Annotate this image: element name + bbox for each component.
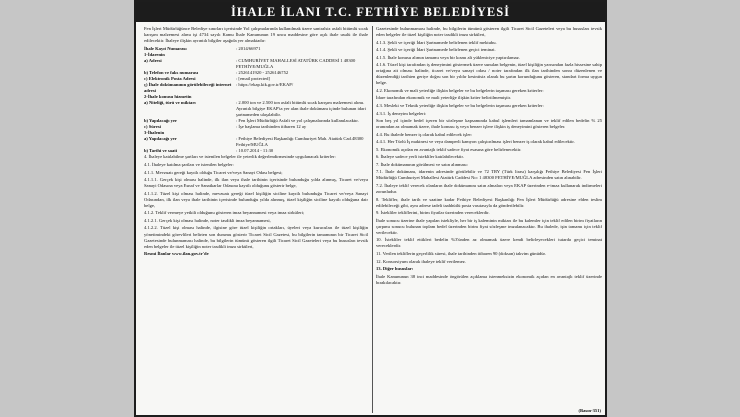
section-4-4-1: 4.4.1. Her Türlü İş makinesi ve veya damperli kamyon çalıştırılması işleri benzer iş olarak kabul edilecektir.: [376, 139, 575, 145]
section-4-1-6: 4.1.6. Tüzel kişi tarafından iş deneyimini göstermek üzere sunulan belgenin, tüzel kişiliğin yarısından fazla hissesine sahip ortağına ait olması halinde, ticaret ve/veya sanayi odası / noter tarafından ilk ilan tarihinden sonra düzenlenen ve düzenlendiği tarihten geriye doğru son bir yıldır kesintisiz olarak bu şartın korunduğunu gösteren, standart forma uygun belge.: [376, 62, 602, 86]
left-column: [144, 26, 368, 413]
dokuman-label: ç) İhale dokümanının görülebileceği internet adresi: [144, 81, 232, 93]
dokuman-row: [144, 82, 368, 94]
eposta-label: c) Elektronik Posta Adresi: [144, 75, 196, 81]
notice-body: [136, 24, 605, 415]
section-4-1-3: 4.1.3. Şekli ve içeriği İdari Şartnamede belirlenen teklif mektubu.: [376, 39, 497, 45]
section-6: 6. İhaleye sadece yerli istekliler katılabilecektir.: [376, 154, 464, 160]
section-9-body: İhale sonucu üzerine ihale yapılan istekliyle, her bir iş kaleminin miktarı ile bu kalemler için teklif edilen birim fiyatların çarpımı sonucu bulunan toplam bedel üzerinden birim fiyat sözleşme imzalanacaktır. Bu ihalede, işin tamamı için teklif verilecektir.: [376, 217, 602, 235]
press-code: (Basın-351): [578, 408, 601, 413]
section-5: 5. Ekonomik açıdan en avantajlı teklif sadece fiyat esasına göre belirlenecektir.: [376, 146, 522, 152]
dokuman-value: : https://ekap.kik.gov.tr/EKAP/: [236, 81, 294, 87]
section-4-3: 4.3. Mesleki ve Teknik yeterliğe ilişkin belgeler ve bu belgelerin taşıması gereken kriterler:: [376, 103, 544, 109]
section-4-3-1: 4.3.1. İş deneyim belgeleri:: [376, 110, 427, 116]
sure-row: [144, 124, 368, 130]
section-4-1-2: 4.1.2. Teklif vermeye yetkili olduğunu gösteren imza beyannamesi veya imza sirküleri;: [144, 210, 305, 216]
ihale-yer-label: a) Yapılacağı yer: [144, 136, 177, 142]
yer-label: b) Yapılacağı yer: [144, 118, 178, 124]
section-4: 4. İhaleye katılabilme şartları ve istenilen belgeler ile yeterlik değerlendirmesinde uygulanacak kriterler:: [144, 154, 336, 160]
section-7-1: 7.1. İhale dokümanı, idarenin adresinde görülebilir ve 72 TRY (Türk lirası) karşılığı Fethiye Belediyesi Fen İşleri Müdürlüğü Cumhuriyet Mahallesi Atatürk Caddesi No: 1 48300 FETHİYE/MUĞLA adresinden satın alınabilir.: [376, 169, 602, 181]
section-4-1-4: 4.1.4. Şekli ve içeriği İdari Şartnamede belirlenen geçici teminat.: [376, 47, 496, 53]
right-column: [376, 26, 602, 413]
section-4-2: 4.2. Ekonomik ve mali yeterliğe ilişkin belgeler ve bu belgelerin taşıması gereken kriterler:: [376, 87, 544, 93]
section-13: 13. Diğer hususlar:: [376, 266, 414, 272]
section-4-1-5: 4.1.5. İhale konusu alımın tamamı veya bir kısmı alt yükleniciye yaptırılamaz.: [376, 54, 520, 60]
tender-notice: [134, 0, 607, 417]
section-10: 10. İstekliler teklif ettikleri bedelin %3'ünden az olmamak üzere kendi belirleyecekleri tutarda geçici teminat vereceklerdir.: [376, 237, 602, 249]
adres-label: a) Adresi: [144, 57, 162, 63]
ihale-yer-value: : Fethiye Belediyesi Başkanlığı Cumhuriyet Mah. Atatürk Cad.48300 Fethiye/MUĞLA: [236, 136, 364, 148]
resmi-ilanlar-footer: Resmi İlanlar www.ilan.gov.tr'de: [144, 251, 209, 257]
adres-row: [144, 58, 368, 70]
tarih-label: b) Tarihi ve saati: [144, 148, 178, 154]
column-divider: [372, 26, 373, 413]
ikn-value: : 2014/66971: [236, 45, 261, 51]
para-continued: Gazetesinde bulunmaması halinde, bu bilgilerin tümünü gösteren ilgili Ticaret Sicil Gazeteleri veya bu hususları tevsik eden belgeler ile tüzel kişiliğin noter tasdikli imza sirküleri,: [376, 26, 602, 38]
section-4-1-1: 4.1.1. Mevzuatı gereği kayıtlı olduğu Ticaret ve/veya Sanayi Odası belgesi;: [144, 169, 283, 175]
section-4-4: 4.4. Bu ihalede benzer iş olarak kabul edilecek işler:: [376, 131, 473, 137]
yer-value: : Fen İşleri Müdürlüğü Asfalt ve yol çalışmalarında kullanılacaktır.: [236, 118, 359, 124]
eposta-value: : [email protected]: [236, 75, 270, 81]
section-konu: 2-İhale konusu hizmetin: [144, 94, 192, 100]
section-12: 12. Konsorsiyum olarak ihaleye teklif verilemez.: [376, 258, 466, 264]
tel-value: : 2526141920 - 2526146752: [236, 69, 289, 75]
nitelik-row: [144, 100, 368, 118]
section-7: 7. İhale dokümanının görülmesi ve satın alınması:: [376, 161, 468, 167]
notice-title: İHALE İLANI T.C. FETHİYE BELEDİYESİ: [136, 2, 605, 22]
section-7-2: 7.2. İhaleye teklif verecek olanların ihale dokümanını satın almaları veya EKAP üzerinden e-imza kullanarak indirmeleri zorunludur.: [376, 183, 602, 195]
section-13-body: İhale Kanununun 38 inci maddesinde öngörülen açıklama istenmeksizin ekonomik açıdan en avantajlı teklif üzerinde bırakılacaktır.: [376, 273, 602, 285]
nitelik-value: : 2.000 ton ve 2.500 ton asfalt bitümlü sıcak karışım malzemesi alımı. Ayrıntılı bilgiye EKAP'ta yer alan ihale dokümanı içinde bulunan idari şartnameden ulaşılabilir.: [236, 100, 366, 118]
intro-paragraph: Fen İşleri Müdürlüğünce Belediye sınırları içerisinde Yol çalışmalarında kullanılmak üzere santralsiz asfalt bitümlü sıcak karışım malzemesi alımı işi 4734 sayılı Kamu İhale Kanununun 19 uncu maddesine göre açık ihale usulü ile ihale edilecektir. İhaleye ilişkin ayrıntılı bilgiler aşağıda yer almaktadır:: [144, 26, 368, 44]
section-4-1-1-1: 4.1.1.1. Gerçek kişi olması halinde, ilk ilan veya ihale tarihinin içerisinde bulunduğu yılda alınmış, Ticaret ve/veya Sanayi Odasına veya Esnaf ve Sanatkarlar Odasına kayıtlı olduğunu gösterir belge,: [144, 177, 368, 189]
ikn-label: İhale Kayıt Numarası: [144, 45, 187, 51]
section-4-1: 4.1. İhaleye katılma şartları ve istenilen belgeler:: [144, 162, 234, 168]
adres-value: : CUMHURİYET MAHALLESİ ATATÜRK CADDESİ 1 48300 FETHİYE/MUĞLA: [236, 57, 356, 69]
section-11: 11. Verilen tekliflerin geçerlilik süresi, ihale tarihinden itibaren 90 (doksan) takvim günüdür.: [376, 251, 546, 256]
sure-value: : İşe başlama tarihinden itibaren 12 ay: [236, 124, 307, 130]
section-8: 8. Teklifler, ihale tarih ve saatine kadar Fethiye Belediyesi Başkanlığı Fen İşleri Müdürlüğü adresine elden teslim edilebileceği gibi, aynı adrese iadeli taahhütlü posta vasıtasıyla da gönderilebilir.: [376, 196, 602, 208]
ihale-yer-row: [144, 136, 368, 148]
section-4-1-2-1: 4.1.2.1. Gerçek kişi olması halinde, noter tasdikli imza beyannamesi,: [144, 217, 271, 223]
ikn-row: [144, 46, 368, 52]
nitelik-label: a) Niteliği, türü ve miktarı: [144, 100, 196, 106]
section-4-1-2-2: 4.1.2.2. Tüzel kişi olması halinde, ilgisine göre tüzel kişiliğin ortakları, üyeleri veya kurucuları ile tüzel kişiliğin yönetimindeki görevlileri belirten son durumu gösterir Ticaret Sicil Gazetesi, bu bilgilerin tamamının bir Ticaret Sicil Gazetesinde bulunmaması halinde, bu bilgilerin tümünü gösteren ilgili Ticaret Sicil Gazeteleri veya bu hususları tevsik eden belgeler ile tüzel kişiliğin noter tasdikli imza sirküleri,: [144, 225, 368, 249]
sure-label: c) Süresi: [144, 124, 161, 130]
section-4-3-1-body: Son beş yıl içinde bedel içeren bir sözleşme kapsamında kabul işlemleri tamamlanan ve teklif edilen bedelin % 25 oranından az olmamak üzere, ihale konusu iş veya benzer işlere ilişkin iş deneyimini gösteren belgeler.: [376, 118, 602, 130]
section-9: 9. İstekliler tekliflerini, birim fiyatlar üzerinden vereceklerdir.: [376, 210, 490, 216]
section-4-2-body: İdare tarafından ekonomik ve mali yeterliğe ilişkin kriter belirtilmemiştir.: [376, 95, 512, 101]
tarih-value: : 10.07.2014 - 11:30: [236, 148, 274, 154]
tel-label: b) Telefon ve faks numarası: [144, 69, 199, 75]
section-ihale: 3-İhalenin: [144, 130, 165, 136]
section-idare: 1-İdarenin: [144, 51, 165, 57]
section-4-1-1-2: 4.1.1.2. Tüzel kişi olması halinde, mevzuatı gereği tüzel kişiliğin siciline kayıtlı bulunduğu Ticaret ve/veya Sanayi Odasından, ilk ilan veya ihale tarihinin içerisinde bulunduğu yılda alınmış, tüzel kişiliğin siciline kayıtlı olduğuna dair belge,: [144, 190, 368, 208]
